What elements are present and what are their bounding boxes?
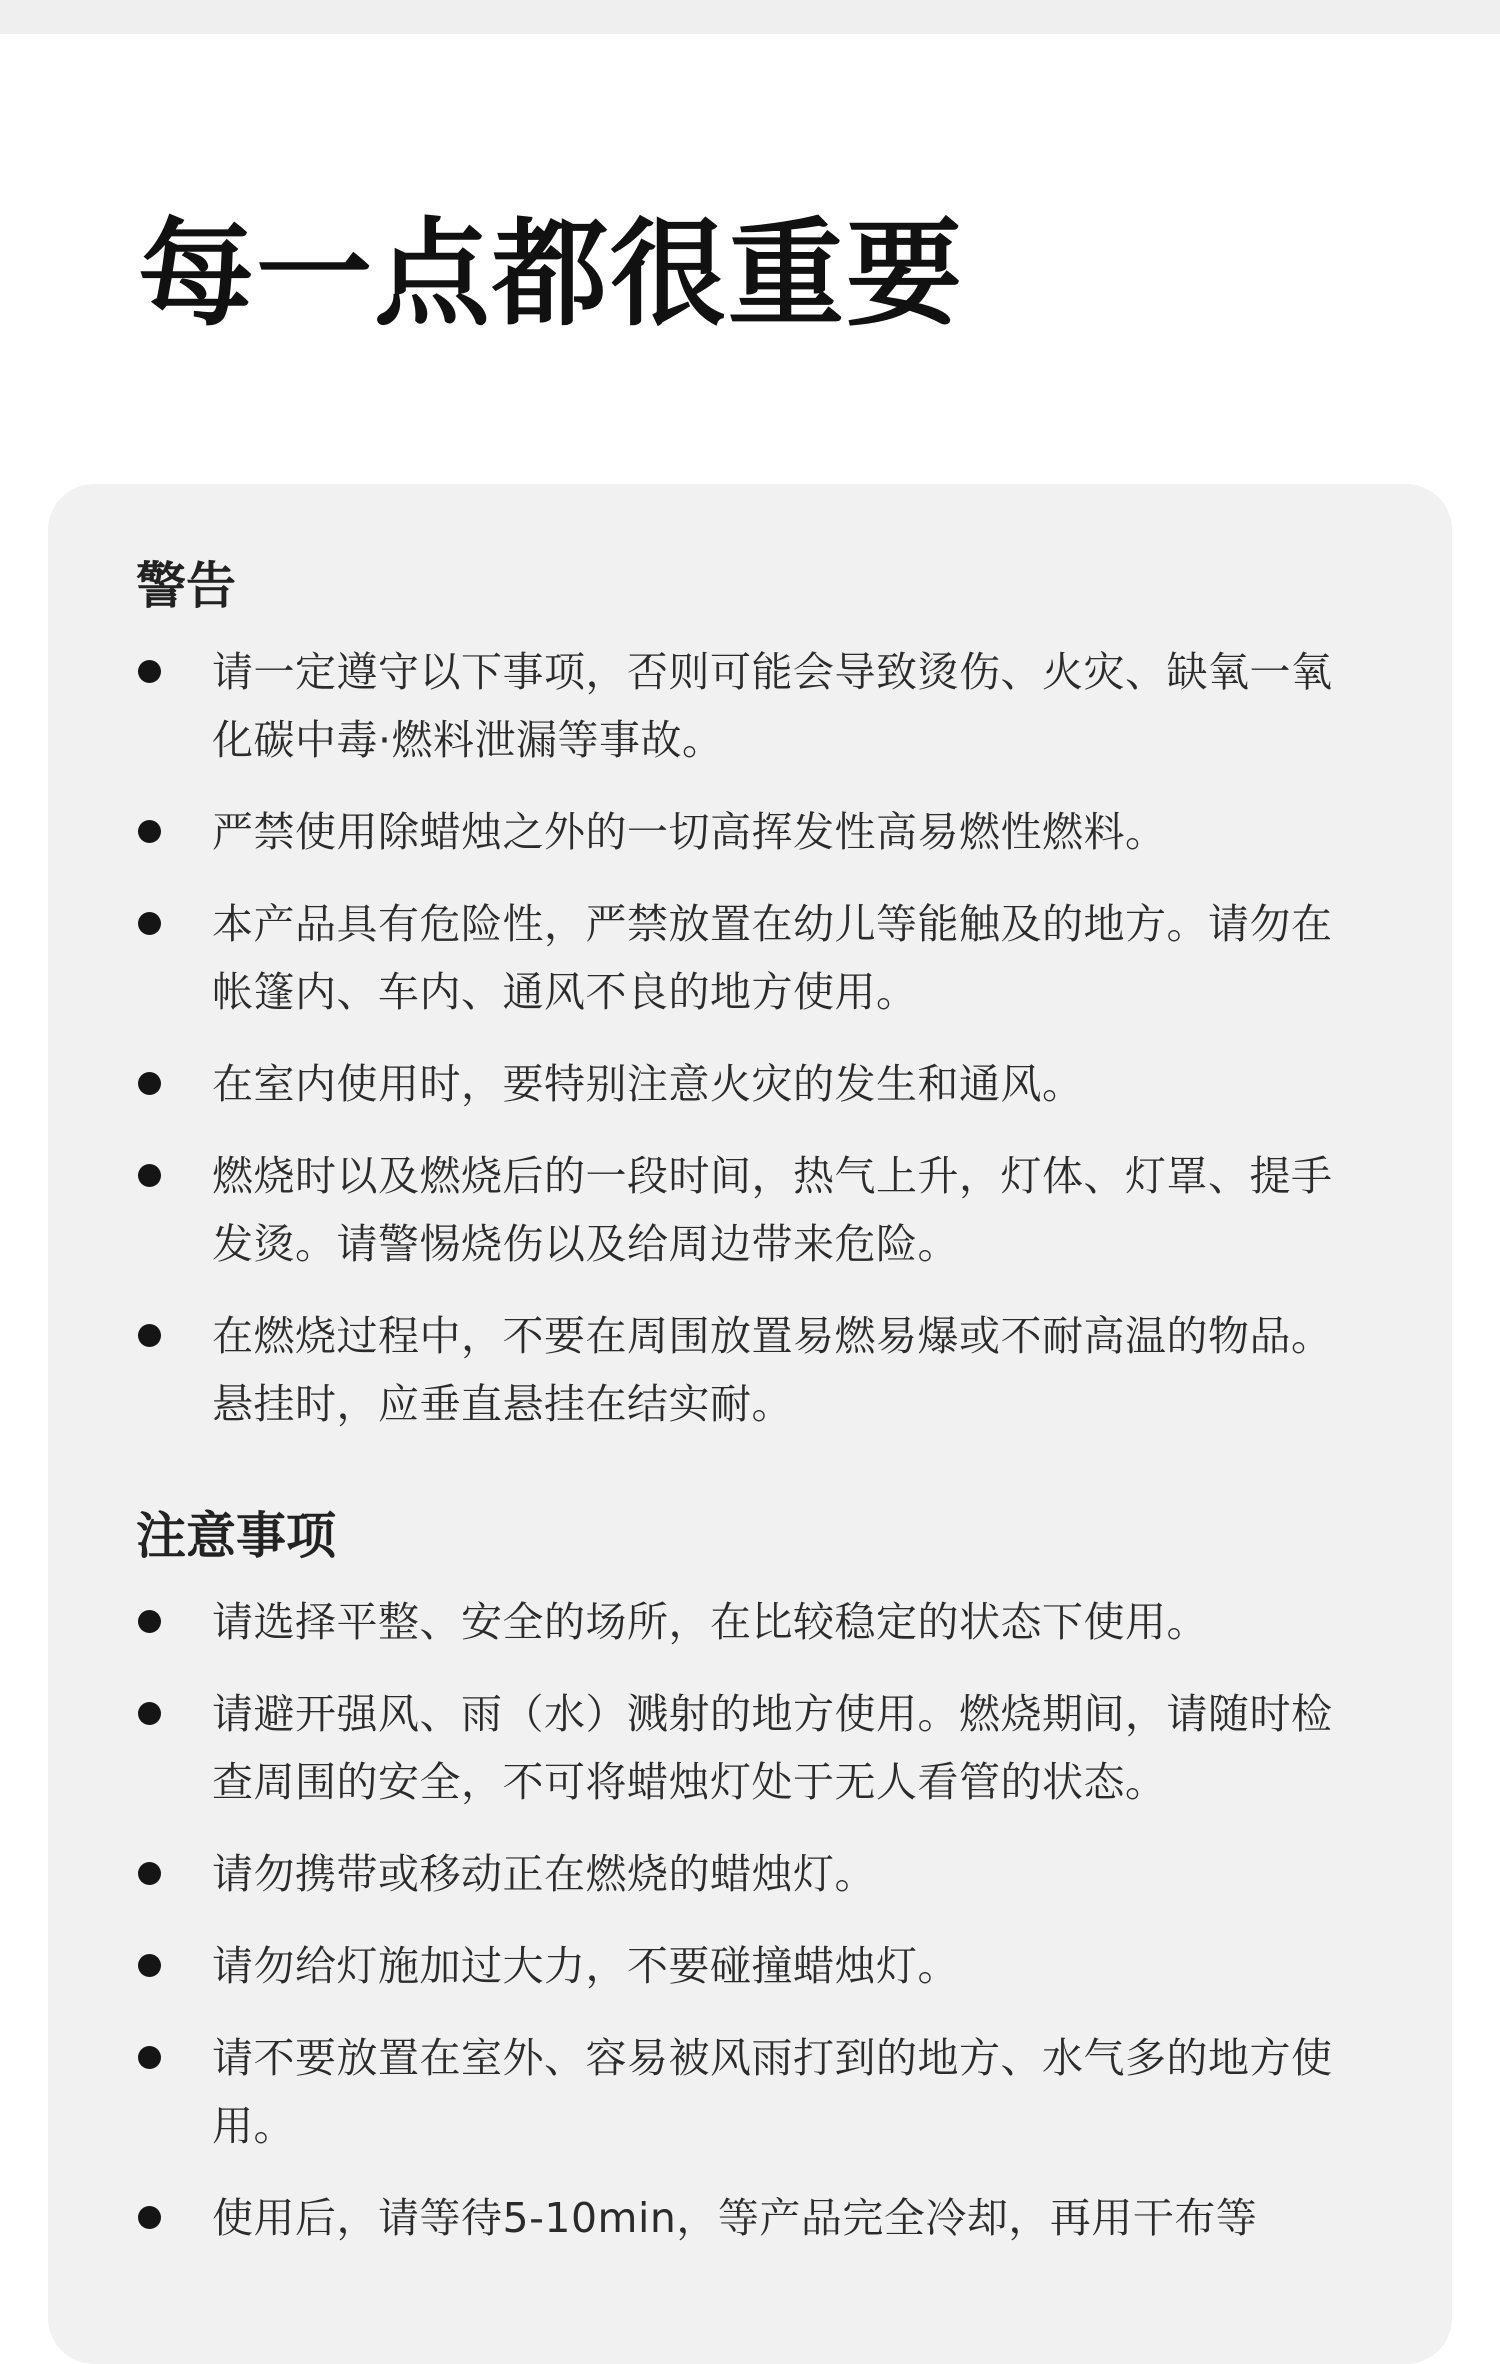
bullet-icon xyxy=(138,1164,161,1187)
list-item xyxy=(136,798,1368,866)
list-item xyxy=(136,2024,1368,2160)
caution-heading: 注意事项 xyxy=(136,1507,336,1565)
bullet-icon xyxy=(138,2046,161,2069)
item-text: 燃烧时以及燃烧后的一段时间，热气上升，灯体、灯罩、提手发烫。请警惕烧伤以及给周边带来危险。 xyxy=(212,1152,1333,1268)
item-text: 使用后，请等待5-10min，等产品完全冷却，再用干布等 xyxy=(212,2194,1258,2242)
list-item xyxy=(136,1302,1368,1438)
item-text: 在室内使用时，要特别注意火灾的发生和通风。 xyxy=(212,1060,1084,1108)
bullet-icon xyxy=(138,1702,161,1725)
notice-card xyxy=(48,484,1452,2364)
bullet-icon xyxy=(138,1072,161,1095)
list-item xyxy=(136,1588,1368,1656)
list-item xyxy=(136,1932,1368,2000)
bullet-icon xyxy=(138,1862,161,1885)
item-text: 请避开强风、雨（水）溅射的地方使用。燃烧期间，请随时检查周围的安全，不可将蜡烛灯处于无人看管的状态。 xyxy=(212,1690,1333,1806)
top-strip xyxy=(0,0,1500,34)
bullet-icon xyxy=(138,820,161,843)
bullet-icon xyxy=(138,912,161,935)
item-text: 请不要放置在室外、容易被风雨打到的地方、水气多的地方使用。 xyxy=(212,2034,1333,2150)
bullet-icon xyxy=(138,2206,161,2229)
item-text: 请一定遵守以下事项，否则可能会导致烫伤、火灾、缺氧一氧化碳中毒·燃料泄漏等事故。 xyxy=(212,648,1333,764)
list-item xyxy=(136,638,1368,774)
bullet-icon xyxy=(138,1954,161,1977)
bullet-icon xyxy=(138,1610,161,1633)
item-text: 请选择平整、安全的场所，在比较稳定的状态下使用。 xyxy=(212,1598,1208,1646)
list-item xyxy=(136,1142,1368,1278)
item-text: 请勿给灯施加过大力，不要碰撞蜡烛灯。 xyxy=(212,1942,959,1990)
list-item xyxy=(136,2184,1368,2252)
item-text: 在燃烧过程中，不要在周围放置易燃易爆或不耐高温的物品。悬挂时，应垂直悬挂在结实耐。 xyxy=(212,1312,1333,1428)
warning-list xyxy=(136,638,1452,1438)
bullet-icon xyxy=(138,660,161,683)
list-item xyxy=(136,890,1368,1026)
warning-heading: 警告 xyxy=(136,557,236,615)
list-item xyxy=(136,1050,1368,1118)
bullet-icon xyxy=(138,1324,161,1347)
caution-list xyxy=(136,1588,1452,2252)
list-item xyxy=(136,1680,1368,1816)
item-text: 严禁使用除蜡烛之外的一切高挥发性高易燃性燃料。 xyxy=(212,808,1167,856)
item-text: 本产品具有危险性，严禁放置在幼儿等能触及的地方。请勿在帐篷内、车内、通风不良的地方使用。 xyxy=(212,900,1333,1016)
item-text: 请勿携带或移动正在燃烧的蜡烛灯。 xyxy=(212,1850,876,1898)
list-item xyxy=(136,1840,1368,1908)
page-title: 每一点都很重要 xyxy=(138,207,964,342)
